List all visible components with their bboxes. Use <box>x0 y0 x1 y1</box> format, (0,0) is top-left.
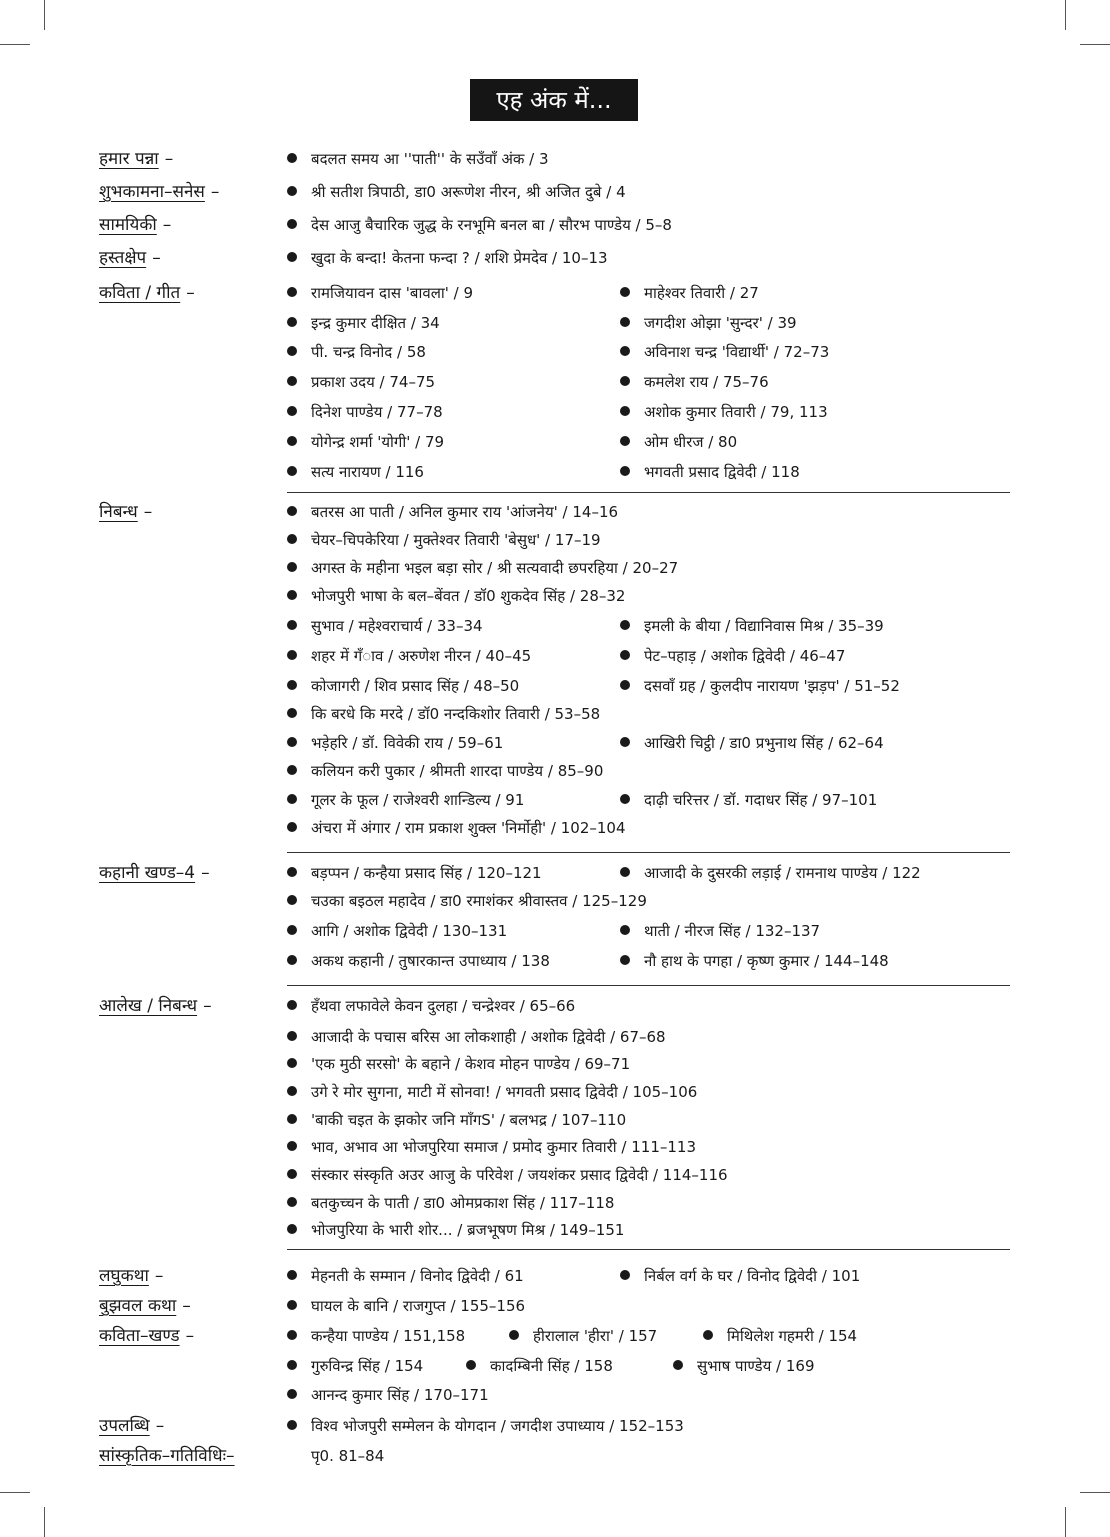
bullet-icon <box>620 955 630 965</box>
list-item <box>287 1220 624 1240</box>
crop-mark-bottom-left-h <box>0 1492 30 1493</box>
item-text: कि बरधे कि मरदे / डॉ0 नन्दकिशोर तिवारी / 53–58 <box>311 705 601 723</box>
page-title: एह अंक में... <box>470 79 638 121</box>
bullet-icon <box>466 1360 476 1370</box>
list-item <box>287 502 618 522</box>
bullet-icon <box>287 317 297 327</box>
bullet-icon <box>287 765 297 775</box>
list-item <box>620 863 921 883</box>
list-item <box>287 1193 614 1213</box>
section-heading-label: आलेख / निबन्ध <box>99 996 198 1016</box>
item-text: अकथ कहानी / तुषारकान्त उपाध्याय / 138 <box>311 952 550 970</box>
item-text: कमलेश राय / 75–76 <box>644 373 769 391</box>
item-text: अगस्त के महीना भइल बड़ा सोर / श्री सत्यवादी छपरहिया / 20–27 <box>311 559 679 577</box>
section-heading-label: उपलब्धि <box>99 1416 150 1436</box>
list-item <box>703 1326 857 1346</box>
list-item <box>620 432 737 452</box>
item-text: जगदीश ओझा 'सुन्दर' / 39 <box>644 314 797 332</box>
section-heading-label: लघुकथा <box>99 1266 149 1286</box>
bullet-icon <box>287 1086 297 1096</box>
section-heading: लघुकथा– <box>99 1266 164 1286</box>
item-text: पृ0. 81–84 <box>311 1447 385 1465</box>
bullet-icon <box>287 562 297 572</box>
bullet-icon <box>620 620 630 630</box>
list-item <box>620 402 828 422</box>
section-heading: कविता–खण्ड– <box>99 1326 195 1346</box>
list-item <box>620 313 797 333</box>
section-heading: निबन्ध– <box>99 502 153 522</box>
bullet-icon <box>287 1300 297 1310</box>
bullet-icon <box>287 1270 297 1280</box>
bullet-icon <box>620 794 630 804</box>
item-text: बतरस आ पाती / अनिल कुमार राय 'आंजनेय' / 14–16 <box>311 503 619 521</box>
item-text: गुरुविन्द्र सिंह / 154 <box>311 1357 424 1375</box>
list-item <box>620 921 820 941</box>
item-text: शहर में गँाव / अरुणेश नीरन / 40–45 <box>311 647 532 665</box>
item-text: इमली के बीया / विद्यानिवास मिश्र / 35–39 <box>644 617 884 635</box>
crop-mark-bottom-right-v <box>1065 1507 1066 1537</box>
item-text: 'बाकी चइत के झकोर जनि माँगS' / बलभद्र / 107–110 <box>311 1111 627 1129</box>
list-item <box>287 891 647 911</box>
list-item <box>287 530 601 550</box>
bullet-icon <box>287 822 297 832</box>
bullet-icon <box>287 1389 297 1399</box>
list-item <box>620 372 769 392</box>
list-item <box>287 921 507 941</box>
bullet-icon <box>287 1169 297 1179</box>
list-item <box>620 342 829 362</box>
list-item <box>287 863 542 883</box>
item-text: इन्द्र कुमार दीक्षित / 34 <box>311 314 440 332</box>
section-heading: उपलब्धि– <box>99 1416 165 1436</box>
bullet-icon <box>287 436 297 446</box>
item-text: दिनेश पाण्डेय / 77–78 <box>311 403 443 421</box>
section-heading-label: सामयिकी <box>99 215 157 235</box>
item-text: भड़ेहरि / डॉ. विवेकी राय / 59–61 <box>311 734 504 752</box>
bullet-icon <box>620 1270 630 1280</box>
list-item <box>287 1296 525 1316</box>
section-divider <box>287 1249 1010 1250</box>
list-item <box>620 616 884 636</box>
bullet-icon <box>287 466 297 476</box>
bullet-icon <box>287 1197 297 1207</box>
list-item <box>287 432 444 452</box>
section-heading-label: कहानी खण्ड–4 <box>99 863 196 883</box>
item-text: योगेन्द्र शर्मा 'योगी' / 79 <box>311 433 445 451</box>
item-text: खुदा के बन्दा! केतना फन्दा ? / शशि प्रेमदेव / 10–13 <box>311 249 608 267</box>
list-item <box>287 646 531 666</box>
item-text: 'एक मुठी सरसो' के बहाने / केशव मोहन पाण्डेय / 69–71 <box>311 1055 631 1073</box>
list-item <box>620 790 877 810</box>
item-text: भोजपुरी भाषा के बल–बेंवत / डॉ0 शुकदेव सिंह / 28–32 <box>311 587 626 605</box>
item-text: कलियन करी पुकार / श्रीमती शारदा पाण्डेय / 85–90 <box>311 762 604 780</box>
section-heading: कहानी खण्ड–4– <box>99 863 210 883</box>
bullet-icon <box>287 895 297 905</box>
bullet-icon <box>287 737 297 747</box>
item-text: मेहनती के सम्मान / विनोद द्विवेदी / 61 <box>311 1267 524 1285</box>
bullet-icon <box>287 219 297 229</box>
item-text: बड़प्पन / कन्हैया प्रसाद सिंह / 120–121 <box>311 864 542 882</box>
list-item <box>287 1165 728 1185</box>
item-text: थाती / नीरज सिंह / 132–137 <box>644 922 821 940</box>
bullet-icon <box>287 955 297 965</box>
item-text: कन्हैया पाण्डेय / 151,158 <box>311 1327 466 1345</box>
section-heading-label: निबन्ध <box>99 502 138 522</box>
crop-mark-bottom-left-v <box>44 1507 45 1537</box>
list-item <box>287 1137 696 1157</box>
item-text: निर्बल वर्ग के घर / विनोद द्विवेदी / 101 <box>644 1267 861 1285</box>
bullet-icon <box>287 708 297 718</box>
item-text: हँथवा लफावेले केवन दुलहा / चन्द्रेश्वर / 65–66 <box>311 997 576 1015</box>
list-item <box>620 951 889 971</box>
bullet-icon <box>287 1031 297 1041</box>
section-heading: बुझवल कथा– <box>99 1296 191 1316</box>
list-item <box>287 1326 465 1346</box>
bullet-icon <box>287 346 297 356</box>
list-item <box>287 372 435 392</box>
bullet-icon <box>287 925 297 935</box>
list-item <box>287 1110 626 1130</box>
crop-mark-top-left-h <box>0 44 30 45</box>
bullet-icon <box>287 1224 297 1234</box>
section-divider <box>287 985 1010 986</box>
list-item <box>287 616 483 636</box>
list-item <box>287 704 600 724</box>
item-text: बतकुच्चन के पाती / डा0 ओमप्रकाश सिंह / 117–118 <box>311 1194 615 1212</box>
section-heading-label: कविता / गीत <box>99 283 181 303</box>
item-text: सुभाव / महेश्वराचार्य / 33–34 <box>311 617 483 635</box>
bullet-icon <box>287 650 297 660</box>
list-item <box>287 996 575 1016</box>
bullet-icon <box>703 1330 713 1340</box>
section-heading: आलेख / निबन्ध– <box>99 996 212 1016</box>
bullet-icon <box>287 1000 297 1010</box>
bullet-icon <box>287 252 297 262</box>
section-heading-label: कविता–खण्ड <box>99 1326 180 1346</box>
list-item <box>287 215 672 235</box>
item-text: माहेश्वर तिवारी / 27 <box>644 284 759 302</box>
item-text: चउका बइठल महादेव / डा0 रमाशंकर श्रीवास्तव / 125–129 <box>311 892 647 910</box>
item-text: संस्कार संस्कृति अउर आजु के परिवेश / जयशंकर प्रसाद द्विवेदी / 114–116 <box>311 1166 728 1184</box>
bullet-icon <box>287 534 297 544</box>
item-text: अशोक कुमार तिवारी / 79, 113 <box>644 403 828 421</box>
item-text: घायल के बानि / राजगुप्त / 155–156 <box>311 1297 526 1315</box>
list-item <box>620 646 845 666</box>
list-item <box>287 586 625 606</box>
bullet-icon <box>287 287 297 297</box>
list-item <box>287 761 603 781</box>
list-item <box>287 1266 524 1286</box>
item-text: दसवाँ ग्रह / कुलदीप नारायण 'झड़प' / 51–52 <box>644 677 900 695</box>
list-item <box>620 676 900 696</box>
bullet-icon <box>620 317 630 327</box>
item-text: हीरालाल 'हीरा' / 157 <box>533 1327 658 1345</box>
item-text: बदलत समय आ ''पाती'' के सउँवाँ अंक / 3 <box>311 150 549 168</box>
item-text: अंचरा में अंगार / राम प्रकाश शुक्ल 'निर्मोही' / 102–104 <box>311 819 626 837</box>
section-heading: शुभकामना–सनेस– <box>99 182 220 202</box>
list-item <box>287 248 608 268</box>
section-heading-label: हमार पन्ना <box>99 149 159 169</box>
section-heading <box>99 1445 235 1467</box>
item-text: दाढ़ी चरित्तर / डॉ. गदाधर सिंह / 97–101 <box>644 791 878 809</box>
bullet-icon <box>287 186 297 196</box>
section-heading-label: शुभकामना–सनेस <box>99 182 205 202</box>
bullet-icon <box>287 153 297 163</box>
list-item <box>287 790 524 810</box>
item-text: आजादी के पचास बरिस आ लोकशाही / अशोक द्विवेदी / 67–68 <box>311 1028 666 1046</box>
bullet-icon <box>287 590 297 600</box>
list-item <box>509 1326 657 1346</box>
list-item <box>287 676 519 696</box>
section-divider <box>287 852 1010 853</box>
bullet-icon <box>287 620 297 630</box>
crop-mark-top-left-v <box>44 0 45 30</box>
item-text: सुभाष पाण्डेय / 169 <box>697 1357 815 1375</box>
list-item <box>620 1266 860 1286</box>
bullet-icon <box>287 406 297 416</box>
bullet-icon <box>620 406 630 416</box>
section-heading: कविता / गीत– <box>99 283 195 303</box>
list-item <box>673 1356 814 1376</box>
item-text: आनन्द कुमार सिंह / 170–171 <box>311 1386 489 1404</box>
bullet-icon <box>620 650 630 660</box>
list-item <box>287 1416 684 1436</box>
item-text: रामजियावन दास 'बावला' / 9 <box>311 284 474 302</box>
list-item <box>620 283 759 303</box>
crop-mark-top-right-v <box>1065 0 1066 30</box>
section-divider <box>287 492 1010 493</box>
list-item <box>466 1356 613 1376</box>
list-item <box>287 1385 489 1405</box>
bullet-icon <box>287 680 297 690</box>
item-text: विश्व भोजपुरी सम्मेलन के योगदान / जगदीश उपाध्याय / 152–153 <box>311 1417 684 1435</box>
bullet-icon <box>287 1058 297 1068</box>
bullet-icon <box>620 867 630 877</box>
list-item <box>287 558 678 578</box>
item-text: भगवती प्रसाद द्विवेदी / 118 <box>644 463 800 481</box>
bullet-icon <box>287 376 297 386</box>
list-item <box>287 733 503 753</box>
item-text: भोजपुरिया के भारी शोर... / ब्रजभूषण मिश्र / 149–151 <box>311 1221 625 1239</box>
section-heading: सामयिकी– <box>99 215 172 235</box>
item-text: उगे रे मोर सुगना, माटी में सोनवा! / भगवती प्रसाद द्विवेदी / 105–106 <box>311 1083 698 1101</box>
bullet-icon <box>287 1114 297 1124</box>
item-text: आखिरी चिट्ठी / डा0 प्रभुनाथ सिंह / 62–64 <box>644 734 884 752</box>
bullet-icon <box>287 867 297 877</box>
list-item <box>287 462 424 482</box>
item-text: सत्य नारायण / 116 <box>311 463 424 481</box>
bullet-icon <box>620 925 630 935</box>
item-text: प्रकाश उदय / 74–75 <box>311 373 436 391</box>
list-item <box>287 818 626 838</box>
section-heading-label: हस्तक्षेप <box>99 248 147 268</box>
section-heading-label: बुझवल कथा <box>99 1296 177 1316</box>
bullet-icon <box>620 680 630 690</box>
item-text: देस आजु बैचारिक जुद्ध के रनभूमि बनल बा / सौरभ पाण्डेय / 5–8 <box>311 216 672 234</box>
bullet-icon <box>287 794 297 804</box>
bullet-icon <box>620 376 630 386</box>
list-item <box>287 1027 666 1047</box>
item-text: कोजागरी / शिव प्रसाद सिंह / 48–50 <box>311 677 520 695</box>
list-item <box>287 342 426 362</box>
list-item <box>287 1082 697 1102</box>
section-heading-label: सांस्कृतिक–गतिविधिः– <box>99 1446 235 1466</box>
item-text: भाव, अभाव आ भोजपुरिया समाज / प्रमोद कुमार तिवारी / 111–113 <box>311 1138 697 1156</box>
item-text: आजादी के दुसरकी लड़ाई / रामनाथ पाण्डेय / 122 <box>644 864 921 882</box>
crop-mark-bottom-right-h <box>1080 1492 1110 1493</box>
item-text: ओम धीरज / 80 <box>644 433 738 451</box>
item-text: अविनाश चन्द्र 'विद्यार्थी' / 72–73 <box>644 343 830 361</box>
item-text: गूलर के फूल / राजेश्वरी शान्डिल्य / 91 <box>311 791 525 809</box>
item-text: श्री सतीश त्रिपाठी, डा0 अरूणेश नीरन, श्री अजित दुबे / 4 <box>311 183 626 201</box>
list-item <box>287 313 440 333</box>
section-heading: हस्तक्षेप– <box>99 248 161 268</box>
item-text: चेयर–चिपकेरिया / मुक्तेश्वर तिवारी 'बेसुध' / 17–19 <box>311 531 601 549</box>
bullet-icon <box>620 466 630 476</box>
list-item <box>287 283 473 303</box>
list-item <box>620 462 800 482</box>
list-item <box>287 1356 423 1376</box>
bullet-icon <box>673 1360 683 1370</box>
bullet-icon <box>287 506 297 516</box>
item-text: कादम्बिनी सिंह / 158 <box>490 1357 613 1375</box>
bullet-icon <box>287 1330 297 1340</box>
list-item <box>287 951 550 971</box>
item-text: पेट–पहाड़ / अशोक द्विवेदी / 46–47 <box>644 647 846 665</box>
list-item <box>287 402 443 422</box>
list-item <box>287 1054 630 1074</box>
item-text: मिथिलेश गहमरी / 154 <box>727 1327 858 1345</box>
item-text: नौ हाथ के पगहा / कृष्ण कुमार / 144–148 <box>644 952 889 970</box>
list-item <box>287 182 626 202</box>
bullet-icon <box>287 1360 297 1370</box>
bullet-icon <box>620 287 630 297</box>
bullet-icon <box>620 737 630 747</box>
list-item <box>287 149 549 169</box>
list-item <box>311 1446 384 1466</box>
bullet-icon <box>509 1330 519 1340</box>
bullet-icon <box>620 436 630 446</box>
list-item <box>620 733 884 753</box>
bullet-icon <box>620 346 630 356</box>
section-heading: हमार पन्ना– <box>99 149 174 169</box>
item-text: पी. चन्द्र विनोद / 58 <box>311 343 426 361</box>
crop-mark-top-right-h <box>1080 44 1110 45</box>
bullet-icon <box>287 1141 297 1151</box>
bullet-icon <box>287 1420 297 1430</box>
item-text: आगि / अशोक द्विवेदी / 130–131 <box>311 922 508 940</box>
